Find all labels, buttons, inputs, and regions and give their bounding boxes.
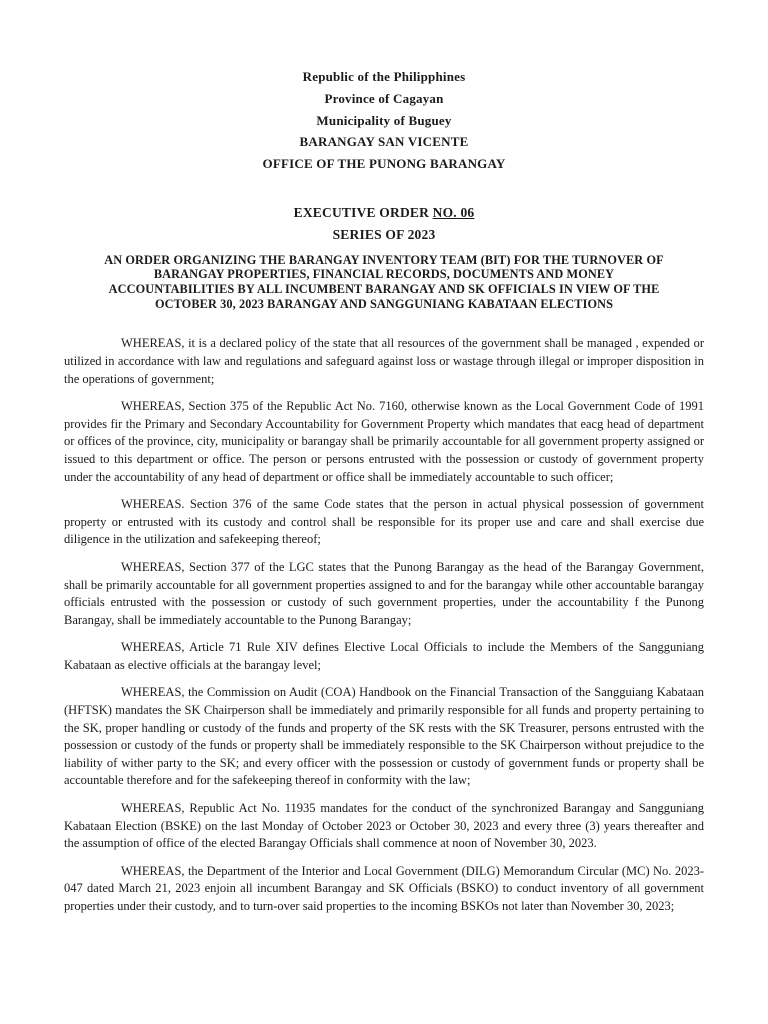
whereas-paragraph-7: WHEREAS, Republic Act No. 11935 mandates for the conduct of the synchronized Barangay and Sangguniang Kabataan Election (BSKE) on the last Monday of October 2023 or October 30, 2023 and every three (3) years thereafter and the assumption of office of the elected Barangay Officials shall commence at noon of November 30, 2023.: [64, 801, 704, 851]
document-letterhead: [64, 66, 704, 175]
whereas-paragraph-3: WHEREAS. Section 376 of the same Code states that the person in actual physical possession of government property or entrusted with its custody and control shall be responsible for its proper use and care and shall exercise due diligence in the utilization and safekeeping thereof;: [64, 497, 704, 547]
whereas-paragraph-6: WHEREAS, the Commission on Audit (COA) Handbook on the Financial Transaction of the Sangguiang Kabataan (HFTSK) mandates the SK Chairperson shall be immediately and primarily responsible for all funds and property pertaining to the SK, proper handling or custody of the funds and property of the SK rests with the SK Treasurer, persons entrusted with the possession or custody of the funds or property shall be immediately responsible to the SK Chairperson without prejudice to the liability of wither party to the SK; and every officer with the possession or custody of government funds or property shall be accountable therefore and for the safekeeping thereof in conformity with the law;: [64, 685, 704, 788]
letterhead-municipality: Municipality of Buguey: [316, 112, 452, 128]
letterhead-province: Province of Cagayan: [324, 90, 444, 106]
letterhead-barangay: BARANGAY SAN VICENTE: [299, 134, 469, 150]
series-line: SERIES OF 2023: [332, 226, 436, 242]
whereas-paragraph-8: WHEREAS, the Department of the Interior and Local Government (DILG) Memorandum Circular (MC) No. 2023-047 dated March 21, 2023 enjoin all incumbent Barangay and SK Officials (BSKO) to conduct inventory of all government properties under their custody, and to turn-over said properties to the incoming BSKOs not later than November 30, 2023;: [64, 863, 704, 914]
executive-order-number: NO. 06: [432, 204, 475, 220]
whereas-paragraph-2: WHEREAS, Section 375 of the Republic Act No. 7160, otherwise known as the Local Government Code of 1991 provides fir the Primary and Secondary Accountability for Government Property which mandates that eacg head of department or offices of the province, city, municipality or barangay shall be primarily accountable for all government property assigned or issued to this department or office. The person or persons entrusted with the possession or custody of government property under the accountability of any head of department or office shall be immediately accountable to such officer;: [64, 399, 704, 484]
letterhead-republic: Republic of the Philipphines: [302, 69, 466, 84]
letterhead-office: OFFICE OF THE PUNONG BARANGAY: [262, 156, 506, 172]
executive-order-heading: [64, 202, 704, 246]
executive-order-line: [64, 202, 704, 224]
document-body: [64, 335, 704, 915]
document-title: AN ORDER ORGANIZING THE BARANGAY INVENTORY TEAM (BIT) FOR THE TURNOVER OF BARANGAY PROPERTIES, FINANCIAL RECORDS, DOCUMENTS AND MONEY ACCOUNTABILITIES BY ALL INCUMBENT BARANGAY AND SK OFFICIALS IN VIEW OF THE OCTOBER 30, 2023 BARANGAY AND SANGGUNIANG KABATAAN ELECTIONS: [104, 252, 664, 311]
whereas-paragraph-5: WHEREAS, Article 71 Rule XIV defines Elective Local Officials to include the Members of the Sangguniang Kabataan as elective officials at the barangay level;: [64, 640, 704, 672]
whereas-paragraph-4: WHEREAS, Section 377 of the LGC states that the Punong Barangay as the head of the Barangay Government, shall be primarily accountable for all government properties assigned to and for the barangay while other accountable barangay officials entrusted with the possession or custody of such government properties, under the accountability f the Punong Barangay, shall be immediately accountable to the Punong Barangay;: [64, 559, 704, 627]
executive-order-label: EXECUTIVE ORDER: [293, 204, 430, 220]
whereas-paragraph-1: WHEREAS, it is a declared policy of the state that all resources of the government shall be managed , expended or utilized in accordance with law and regulations and safeguard against loss or wastage through illegal or improper disposition in the operations of government;: [64, 336, 704, 386]
